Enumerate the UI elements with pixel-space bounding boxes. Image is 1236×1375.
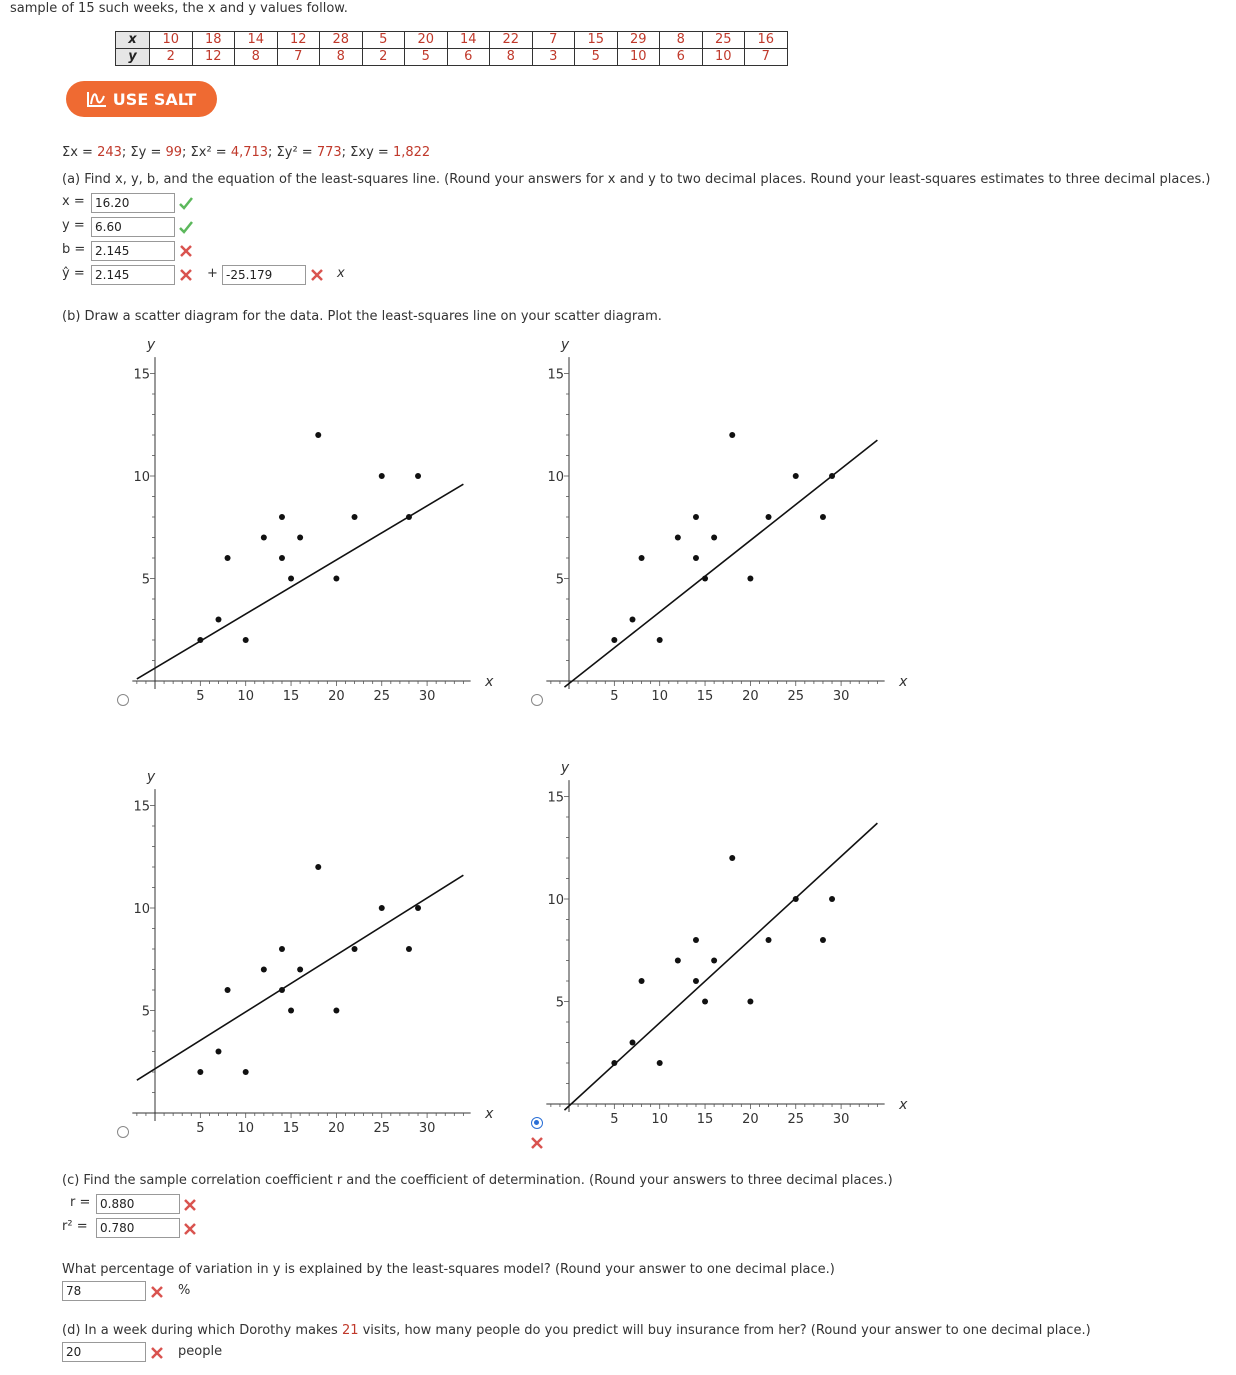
r-field[interactable]: 0.880 — [96, 1194, 180, 1214]
data-point — [675, 535, 681, 541]
x-tick-label: 30 — [832, 689, 850, 704]
data-point — [693, 555, 699, 561]
x-tick-label: 25 — [373, 689, 391, 704]
data-point — [611, 1060, 617, 1066]
x-tick-label: 20 — [328, 1121, 345, 1136]
x-tick-label: 15 — [696, 689, 714, 704]
least-squares-line — [137, 484, 464, 679]
x-suffix: x — [337, 266, 345, 281]
ybar-label: y = — [62, 218, 85, 233]
table-cell: 3 — [532, 49, 575, 66]
use-salt-label: USE SALT — [112, 89, 197, 109]
data-point — [297, 535, 303, 541]
data-point — [657, 637, 663, 643]
cross-icon — [182, 1221, 198, 1237]
least-squares-line — [137, 875, 464, 1080]
yhat-intercept-field[interactable]: 2.145 — [91, 265, 175, 285]
data-point — [766, 514, 772, 520]
data-point — [793, 896, 799, 902]
y-tick-label: 10 — [547, 470, 564, 485]
data-point — [279, 946, 285, 952]
data-point — [629, 1040, 635, 1046]
cross-icon — [178, 243, 194, 259]
xbar-label: x = — [62, 194, 85, 209]
table-cell: 10 — [702, 49, 745, 66]
data-point — [261, 535, 267, 541]
x-tick-label: 30 — [418, 689, 436, 704]
part-a-question: (a) Find x, y, b, and the equation of the least-squares line. (Round your answers for x and y to two decimal places. Round your least-squares estimates to three decimal places.) — [62, 172, 1211, 187]
data-point — [793, 473, 799, 479]
y-tick-label: 5 — [141, 1004, 150, 1020]
check-icon — [178, 219, 194, 235]
r2-label: r² = — [62, 1219, 88, 1234]
data-point — [197, 637, 203, 643]
sum-y-value: 99 — [165, 145, 183, 160]
sum-xy-value: 1,822 — [392, 145, 431, 160]
data-point — [711, 958, 717, 964]
data-point — [297, 967, 303, 973]
y-axis-label: y — [146, 336, 156, 353]
data-point — [702, 999, 708, 1005]
table-cell: 15 — [575, 32, 618, 49]
data-point — [629, 617, 635, 623]
percent-unit: % — [178, 1283, 191, 1298]
data-point — [352, 514, 358, 520]
y-tick-label: 10 — [133, 902, 150, 917]
yhat-slope-field[interactable]: -25.179 — [222, 265, 306, 285]
x-tick-label: 15 — [282, 689, 300, 704]
data-point — [406, 514, 412, 520]
data-point — [288, 576, 294, 582]
y-tick-label: 5 — [555, 995, 564, 1011]
data-point — [215, 1049, 221, 1055]
data-point — [766, 937, 772, 943]
visits-value: 21 — [341, 1323, 359, 1338]
data-point — [379, 473, 385, 479]
part-d-text: visits, how many people do you predict will buy insurance from her? (Round your answer to one decimal place.) — [358, 1323, 1091, 1338]
x-tick-label: 10 — [237, 1121, 254, 1136]
data-point — [820, 937, 826, 943]
sum-x2-value: 4,713 — [230, 145, 269, 160]
table-cell: 2 — [150, 49, 193, 66]
data-point — [415, 905, 421, 911]
table-row-x — [116, 32, 788, 49]
table-cell: 7 — [745, 49, 788, 66]
cross-icon — [529, 1135, 545, 1151]
table-cell: 5 — [405, 49, 448, 66]
least-squares-line — [564, 823, 877, 1110]
data-point — [315, 432, 321, 438]
intro-text: sample of 15 such weeks, the x and y values follow. — [10, 1, 348, 16]
sum-y2-value: 773 — [316, 145, 342, 160]
plus-sign: + — [207, 266, 218, 281]
data-point — [261, 967, 267, 973]
x-tick-label: 25 — [373, 1121, 391, 1136]
r2-field[interactable]: 0.780 — [96, 1218, 180, 1238]
x-axis-label: x — [899, 1097, 908, 1113]
check-icon — [178, 195, 194, 211]
x-tick-label: 30 — [418, 1121, 436, 1136]
part-d-text: (d) In a week during which Dorothy makes — [62, 1323, 342, 1338]
x-tick-label: 10 — [651, 689, 668, 704]
table-cell: 6 — [660, 49, 703, 66]
x-tick-label: 10 — [237, 689, 254, 704]
data-point — [829, 473, 835, 479]
table-cell: 10 — [150, 32, 193, 49]
table-cell: 7 — [277, 49, 320, 66]
part-b-question: (b) Draw a scatter diagram for the data. Plot the least-squares line on your scatter diagram. — [62, 309, 662, 324]
data-point — [333, 576, 339, 582]
data-point — [693, 514, 699, 520]
y-tick-label: 15 — [133, 367, 150, 383]
y-tick-label: 15 — [133, 799, 150, 815]
xbar-field[interactable]: 16.20 — [91, 193, 175, 213]
x-tick-label: 30 — [832, 1112, 850, 1127]
r-label: r = — [70, 1195, 91, 1210]
part-d-question — [62, 1323, 1091, 1338]
data-point — [657, 1060, 663, 1066]
data-point — [820, 514, 826, 520]
table-cell: 7 — [532, 32, 575, 49]
data-point — [729, 855, 735, 861]
sums-line — [62, 145, 430, 160]
table-cell: 25 — [702, 32, 745, 49]
data-point — [379, 905, 385, 911]
table-cell: 12 — [192, 49, 235, 66]
data-table — [115, 31, 788, 66]
data-point — [352, 946, 358, 952]
x-tick-label: 20 — [742, 689, 759, 704]
data-point — [693, 978, 699, 984]
table-cell: 2 — [362, 49, 405, 66]
data-point — [197, 1069, 203, 1075]
y-axis-label: y — [560, 759, 570, 776]
ybar-field[interactable]: 6.60 — [91, 217, 175, 237]
sum-x2-label: ; Σx² = — [182, 145, 231, 160]
sum-y2-label: ; Σy² = — [268, 145, 317, 160]
data-point — [279, 514, 285, 520]
table-cell: 5 — [362, 32, 405, 49]
table-cell: 28 — [320, 32, 363, 49]
table-cell: 22 — [490, 32, 533, 49]
x-tick-label: 5 — [610, 1112, 619, 1127]
salt-chart-icon — [87, 90, 107, 108]
sum-y-label: ; Σy = — [121, 145, 166, 160]
b-field[interactable]: 2.145 — [91, 241, 175, 261]
scatter-plot-option-4 — [539, 755, 919, 1135]
people-unit: people — [178, 1344, 223, 1359]
x-tick-label: 5 — [196, 1121, 205, 1136]
cross-icon — [149, 1284, 165, 1300]
cross-icon — [178, 267, 194, 283]
table-cell: 20 — [405, 32, 448, 49]
table-cell: 14 — [447, 32, 490, 49]
x-axis-label: x — [485, 1106, 494, 1122]
table-cell: 8 — [235, 49, 278, 66]
x-axis-label: x — [485, 674, 494, 690]
scatter-plot-option-1 — [125, 332, 505, 712]
scatter-plot-option-3 — [125, 764, 505, 1144]
table-cell: 8 — [660, 32, 703, 49]
use-salt-button[interactable] — [66, 81, 217, 117]
data-point — [639, 978, 645, 984]
part-c-question: (c) Find the sample correlation coefficient r and the coefficient of determination. (Round your answers to three decimal places.) — [62, 1173, 893, 1188]
prediction-field[interactable]: 20 — [62, 1342, 146, 1362]
data-point — [333, 1008, 339, 1014]
y-tick-label: 5 — [555, 572, 564, 588]
data-point — [279, 987, 285, 993]
data-point — [215, 617, 221, 623]
x-tick-label: 25 — [787, 689, 805, 704]
data-point — [225, 987, 231, 993]
percentage-field[interactable]: 78 — [62, 1281, 146, 1301]
y-tick-label: 15 — [547, 790, 564, 806]
x-tick-label: 25 — [787, 1112, 805, 1127]
x-tick-label: 10 — [651, 1112, 668, 1127]
sum-xy-label: ; Σxy = — [341, 145, 393, 160]
y-tick-label: 10 — [133, 470, 150, 485]
sum-x-label: Σx = — [62, 145, 98, 160]
data-point — [315, 864, 321, 870]
y-axis-label: y — [146, 768, 156, 785]
data-point — [406, 946, 412, 952]
table-cell: 8 — [320, 49, 363, 66]
data-point — [611, 637, 617, 643]
table-cell: 29 — [617, 32, 660, 49]
cross-icon — [149, 1345, 165, 1361]
data-point — [693, 937, 699, 943]
data-point — [415, 473, 421, 479]
y-tick-label: 10 — [547, 893, 564, 908]
data-point — [243, 637, 249, 643]
table-cell: 14 — [235, 32, 278, 49]
percentage-question: What percentage of variation in y is explained by the least-squares model? (Round your answer to one decimal place.) — [62, 1262, 835, 1277]
data-point — [243, 1069, 249, 1075]
table-cell: 12 — [277, 32, 320, 49]
data-point — [829, 896, 835, 902]
data-point — [702, 576, 708, 582]
data-point — [747, 576, 753, 582]
y-tick-label: 15 — [547, 367, 564, 383]
x-tick-label: 5 — [196, 689, 205, 704]
data-point — [711, 535, 717, 541]
x-tick-label: 20 — [742, 1112, 759, 1127]
x-tick-label: 20 — [328, 689, 345, 704]
y-tick-label: 5 — [141, 572, 150, 588]
table-cell: 18 — [192, 32, 235, 49]
table-cell: 6 — [447, 49, 490, 66]
data-point — [225, 555, 231, 561]
data-point — [639, 555, 645, 561]
sum-x-value: 243 — [97, 145, 122, 160]
x-header: x — [116, 32, 150, 49]
x-tick-label: 15 — [282, 1121, 300, 1136]
data-point — [288, 1008, 294, 1014]
b-label: b = — [62, 242, 86, 257]
table-cell: 8 — [490, 49, 533, 66]
x-axis-label: x — [899, 674, 908, 690]
y-axis-label: y — [560, 336, 570, 353]
yhat-label: ŷ = — [62, 266, 85, 281]
cross-icon — [182, 1197, 198, 1213]
x-tick-label: 15 — [696, 1112, 714, 1127]
table-cell: 16 — [745, 32, 788, 49]
table-cell: 10 — [617, 49, 660, 66]
scatter-plot-option-2 — [539, 332, 919, 712]
cross-icon — [309, 267, 325, 283]
data-point — [729, 432, 735, 438]
data-point — [747, 999, 753, 1005]
data-point — [675, 958, 681, 964]
data-point — [279, 555, 285, 561]
x-tick-label: 5 — [610, 689, 619, 704]
y-header: y — [116, 49, 150, 66]
table-cell: 5 — [575, 49, 618, 66]
table-row-y — [116, 49, 788, 66]
